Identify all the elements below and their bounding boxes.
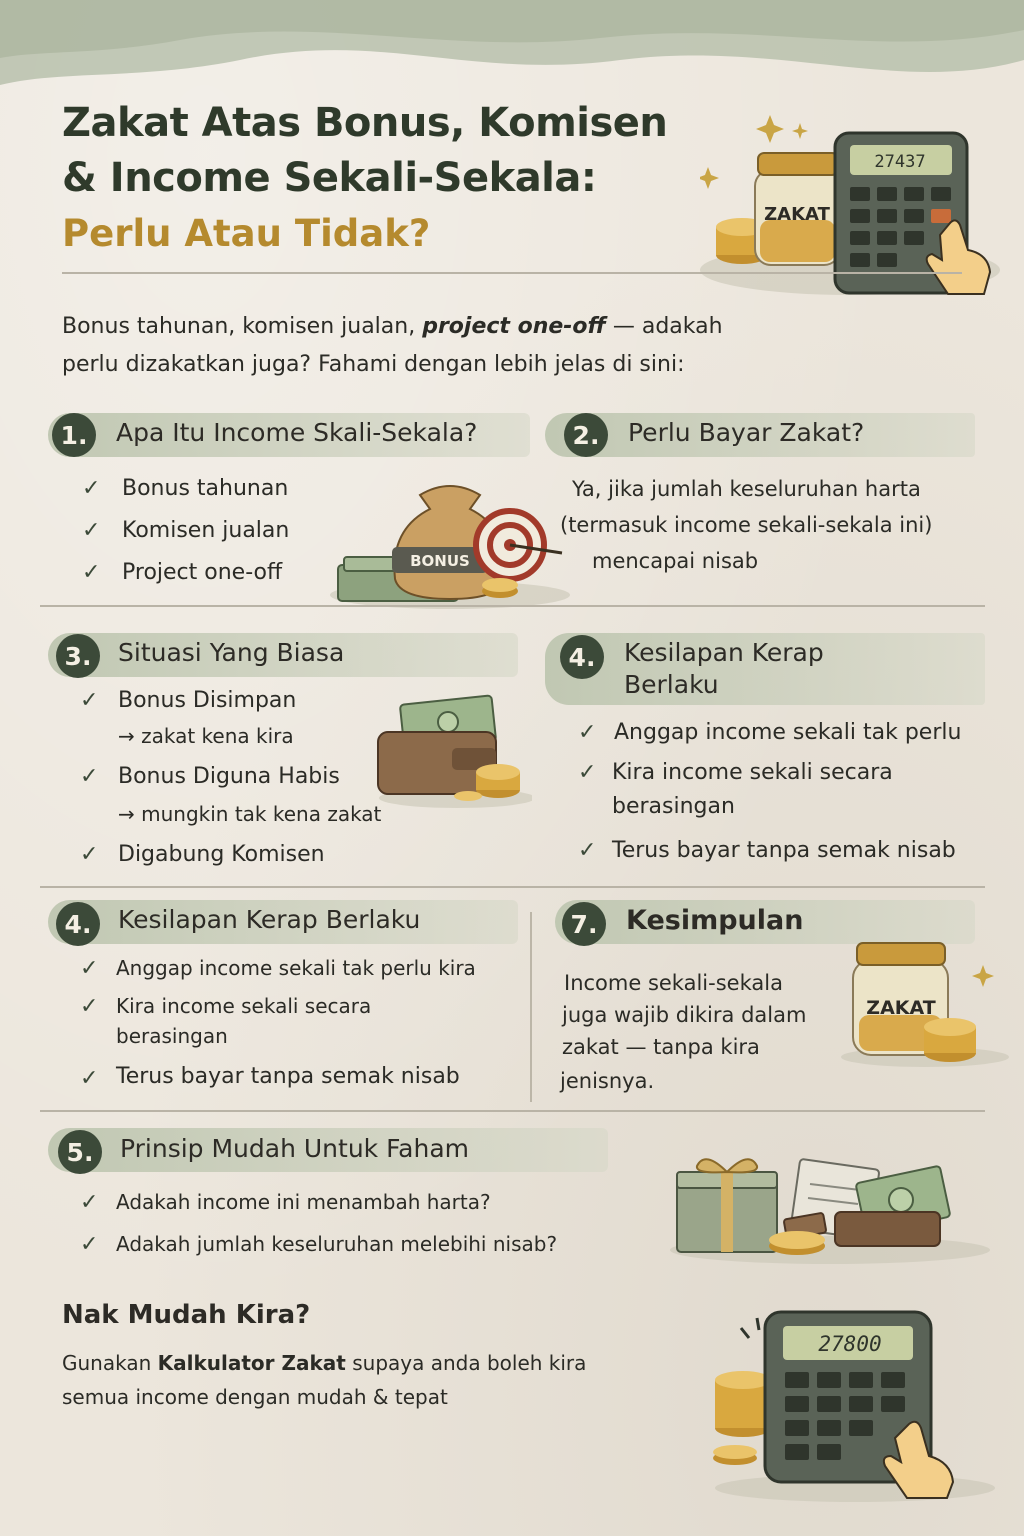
- section-3-number: 3.: [56, 634, 100, 678]
- section-divider: [40, 886, 985, 888]
- intro-part-2: — adakah perlu dizakatkan juga? Fahami dengan lebih jelas di sini:: [62, 314, 723, 377]
- cta-title: Nak Mudah Kira?: [62, 1300, 311, 1330]
- intro-text: [62, 308, 762, 384]
- header-illustration: [700, 95, 1000, 310]
- check-icon: ✓: [80, 688, 99, 713]
- section-2-line: mencapai nisab: [592, 549, 759, 573]
- section-2-line: (termasuk income sekali-sekala ini): [560, 513, 933, 537]
- section-4a-item-cont: berasingan: [612, 794, 735, 819]
- section-7-line: juga wajib dikira dalam: [562, 1003, 807, 1027]
- section-5-title: Prinsip Mudah Untuk Faham: [120, 1134, 470, 1163]
- section-4b-item: Terus bayar tanpa semak nisab: [116, 1064, 460, 1089]
- check-icon: ✓: [80, 1190, 99, 1215]
- section-7-line: Income sekali-sekala: [564, 971, 783, 995]
- section-4b-item: Kira income sekali secara: [116, 994, 372, 1018]
- section-5-number: 5.: [58, 1130, 102, 1174]
- section-1-item: Bonus tahunan: [122, 476, 289, 501]
- section-3-item: Bonus Disimpan: [118, 688, 297, 713]
- section-3-item-sub: → zakat kena kira: [118, 724, 294, 748]
- check-icon: ✓: [578, 720, 597, 745]
- section-2-number: 2.: [564, 413, 608, 457]
- check-icon: ✓: [80, 994, 99, 1019]
- cta-line-1-pre: Gunakan: [62, 1351, 158, 1375]
- bonus-illustration: [330, 475, 570, 610]
- section-4a-number: 4.: [560, 635, 604, 679]
- check-icon: ✓: [80, 956, 99, 981]
- section-2-title: Perlu Bayar Zakat?: [628, 418, 865, 447]
- section-7-title: Kesimpulan: [626, 905, 804, 936]
- intro-emphasis: project one-off: [422, 314, 606, 339]
- section-4a-item: Terus bayar tanpa semak nisab: [612, 838, 956, 863]
- column-divider: [530, 912, 532, 1102]
- section-7-line: jenisnya.: [560, 1069, 655, 1093]
- check-icon: ✓: [82, 560, 101, 585]
- page-title-line-1: Zakat Atas Bonus, Komisen: [62, 100, 668, 146]
- check-icon: ✓: [82, 476, 101, 501]
- cta-line-1-post: supaya anda boleh kira: [345, 1351, 587, 1375]
- check-icon: ✓: [80, 764, 99, 789]
- check-icon: ✓: [578, 838, 597, 863]
- jar-label: ZAKAT: [866, 997, 936, 1019]
- cta-line-2: semua income dengan mudah & tepat: [62, 1385, 448, 1409]
- section-4a-item: Kira income sekali secara: [612, 760, 893, 785]
- section-2-line: Ya, jika jumlah keseluruhan harta: [572, 477, 921, 501]
- coins-icon: [924, 1018, 976, 1062]
- section-3-item: Digabung Komisen: [118, 842, 325, 867]
- page-title-line-2: & Income Sekali-Sekala:: [62, 155, 597, 201]
- section-4b-number: 4.: [56, 902, 100, 946]
- section-divider: [40, 605, 985, 607]
- section-5-item: Adakah jumlah keseluruhan melebihi nisab?: [116, 1232, 558, 1256]
- section-1-item: Project one-off: [122, 560, 283, 585]
- section-3-item-sub: → mungkin tak kena zakat: [118, 802, 382, 826]
- section-5-item: Adakah income ini menambah harta?: [116, 1190, 491, 1214]
- target-icon: [476, 511, 562, 579]
- section-divider: [40, 1110, 985, 1112]
- check-icon: ✓: [578, 760, 597, 785]
- intro-part-1: Bonus tahunan, komisen jualan,: [62, 314, 423, 339]
- section-1-number: 1.: [52, 413, 96, 457]
- calculator-display: 27437: [874, 152, 926, 172]
- jar-label: ZAKAT: [764, 204, 830, 225]
- check-icon: ✓: [80, 1232, 99, 1257]
- section-4a-title-line-2: Berlaku: [624, 670, 719, 699]
- section-7-line: zakat — tanpa kira: [562, 1035, 760, 1059]
- coins-icon: [713, 1371, 771, 1465]
- wallet-illustration: [372, 692, 532, 810]
- section-4a-item: Anggap income sekali tak perlu: [614, 720, 962, 745]
- section-4b-title: Kesilapan Kerap Berlaku: [118, 905, 421, 934]
- section-7-number: 7.: [562, 902, 606, 946]
- bag-label: BONUS: [410, 552, 470, 570]
- calculator-illustration: [705, 1298, 995, 1508]
- section-1-title: Apa Itu Income Skali-Sekala?: [116, 418, 478, 447]
- section-4a-title-line-1: Kesilapan Kerap: [624, 638, 824, 667]
- calculator-link[interactable]: Kalkulator Zakat: [157, 1351, 346, 1375]
- section-4b-item: Anggap income sekali tak perlu kira: [116, 956, 476, 980]
- section-4b-item-cont: berasingan: [116, 1024, 228, 1048]
- check-icon: ✓: [82, 518, 101, 543]
- gift-illustration: [665, 1150, 995, 1265]
- section-1-item: Komisen jualan: [122, 518, 290, 543]
- top-decorative-band: [0, 0, 1024, 100]
- sparkle-icon: [972, 965, 994, 987]
- cta-line-1: [62, 1346, 586, 1381]
- zakat-jar-illustration: [835, 935, 1010, 1070]
- page-subtitle: Perlu Atau Tidak?: [62, 212, 431, 255]
- gift-box-icon: [677, 1159, 777, 1252]
- section-3-item: Bonus Diguna Habis: [118, 764, 340, 789]
- check-icon: ✓: [80, 1066, 99, 1091]
- calculator-display: 27800: [818, 1332, 882, 1356]
- coins-icon: [769, 1231, 825, 1255]
- check-icon: ✓: [80, 842, 99, 867]
- section-3-title: Situasi Yang Biasa: [118, 638, 345, 667]
- sparkle-icon: [741, 1318, 759, 1338]
- zakat-jar-icon: [755, 153, 840, 265]
- title-divider: [62, 272, 962, 274]
- coins-icon: [482, 578, 518, 598]
